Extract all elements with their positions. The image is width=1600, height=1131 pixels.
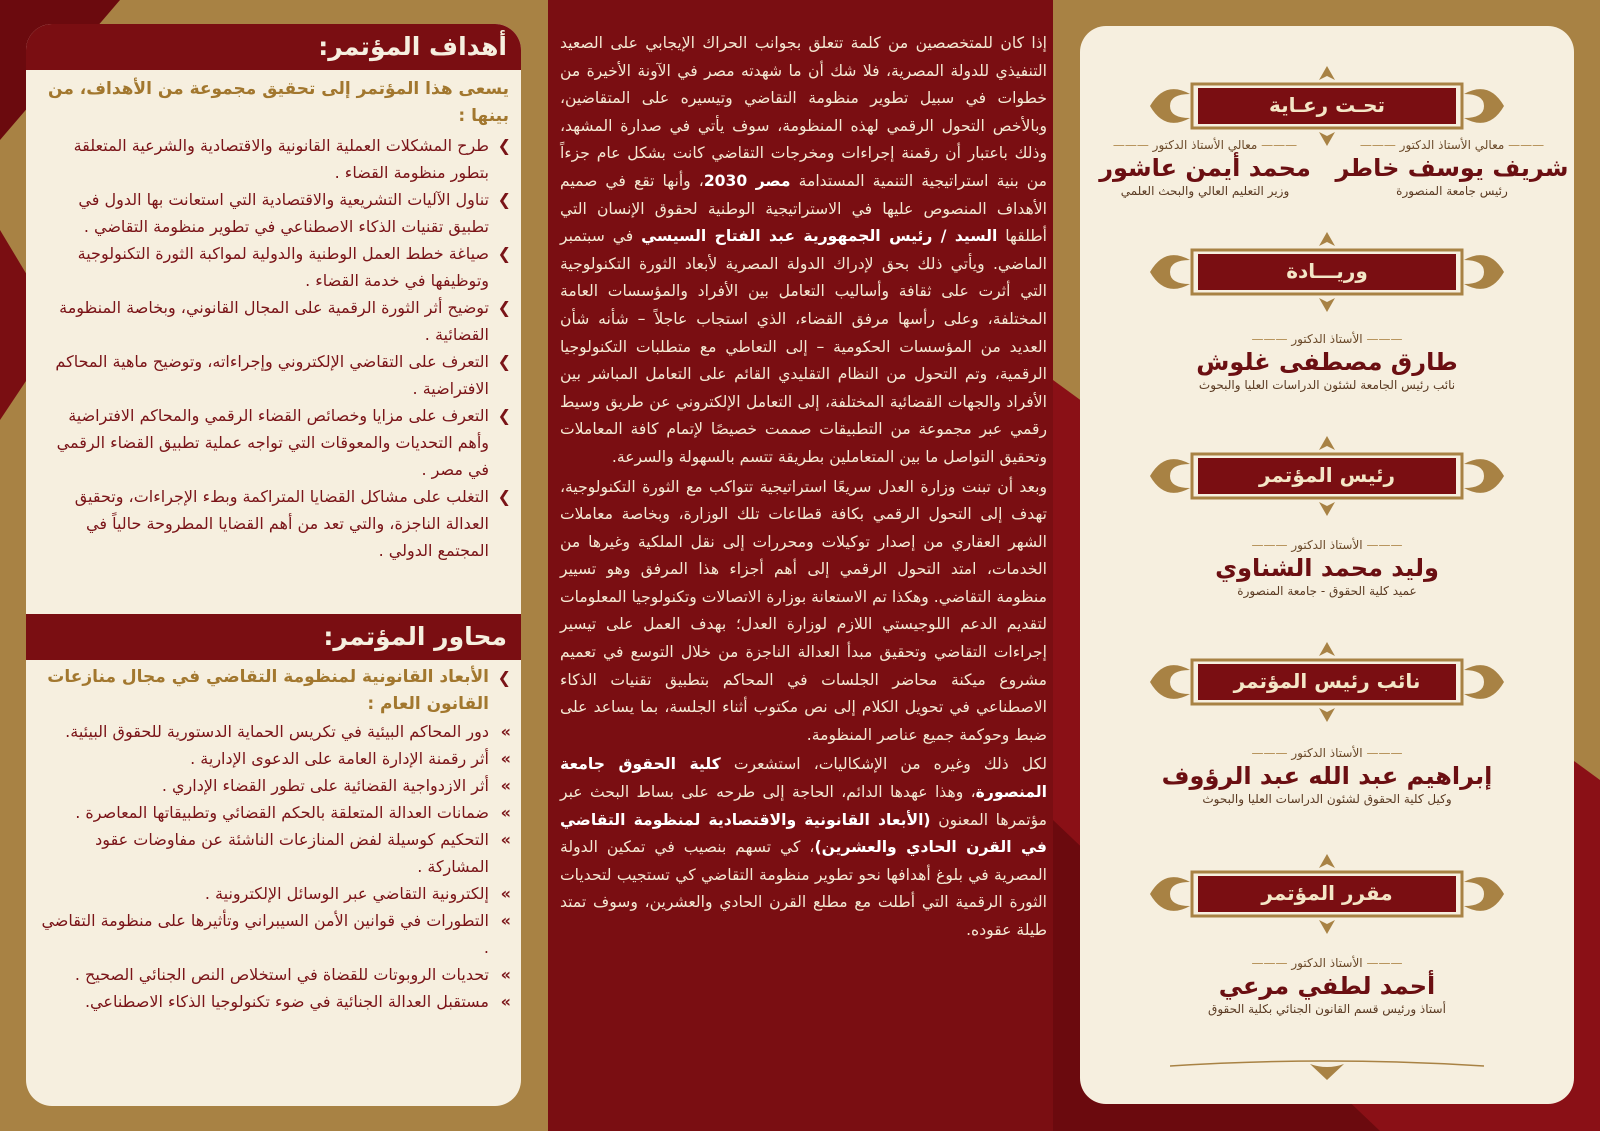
person-role: وزير التعليم العالي والبحث العلمي xyxy=(1120,184,1290,198)
list-item-text: توضيح أثر الثورة الرقمية على المجال القانوني، وبخاصة المنظومة القضائية . xyxy=(59,298,489,344)
list-item-text: أثر الازدواجية القضائية على تطور القضاء الإداري . xyxy=(161,776,489,795)
list-item xyxy=(41,240,511,294)
list-item-text: التعرف على مزايا وخصائص القضاء الرقمي والمحاكم الافتراضية وأهم التحديات والمعوقات التي تواجه عملية تطبيق القضاء الرقمي في مصر . xyxy=(56,406,489,479)
axes-title: محاور المؤتمر: xyxy=(26,614,521,660)
section-title-leadership xyxy=(1080,232,1574,312)
list-item-text: التغلب على مشاكل القضايا المتراكمة وبطء الإجراءات، وتحقيق العدالة الناجزة، والتي تعد من أهم القضايا المطروحة حالياً في المجتمع الدولي . xyxy=(74,487,489,560)
person-role: وكيل كلية الحقوق لشئون الدراسات العليا والبحوث xyxy=(1202,792,1452,806)
list-item xyxy=(41,294,511,348)
list-item-text: طرح المشكلات العملية القانونية والاقتصادية والشرعية المتعلقة بتطور منظومة القضاء . xyxy=(73,136,489,182)
person-rank: ——— الأستاذ الدكتور ——— xyxy=(1080,746,1574,760)
list-item xyxy=(41,718,511,745)
rapporteur xyxy=(1080,956,1574,1016)
list-item-text: تحديات الروبوتات للقضاة في استخلاص النص الجنائي الصحيح . xyxy=(74,965,489,984)
person-name: طارق مصطفى غلوش xyxy=(1196,348,1458,376)
paragraph-text: ، وأنها تقع في صميم الأهداف المنصوص عليها في الاستراتيجية الوطنية لحقوق الإنسان التي أطلقها xyxy=(560,171,1047,246)
section-title-label: نائب رئيس المؤتمر xyxy=(1233,669,1421,693)
paragraph-text: في سبتمبر الماضي. ويأتي ذلك بحق لإدراك الدولة المصرية لأبعاد الثورة التكنولوجية التي أثرت على ثقافة وأساليب التعامل بين الأفراد والمؤسسات العامة المختلفة، وعلى رأسها مرفق القضاء، الذي استجاب عاجلاً – شأنه شأن العديد من المؤسسات الحكومية – إلى التعاطي مع متطلبات التكنولوجيا الرقمية، وتم التحول من النظام التقليدي القائم على التعامل المباشر بين الأفراد والجهات القضائية المختلفة، إلى التعامل الإلكتروني عن طريق وسيط رقمي عبر مجموعة من التطبيقات صممت خصيصًا لإتمام كافة المعاملات وتحقيق التواصل ما بين المتعاملين بطريقة تتسم بالسهولة والسرعة. xyxy=(560,227,1047,466)
list-item-text: صياغة خطط العمل الوطنية والدولية لمواكبة الثورة التكنولوجية وتوظيفها في خدمة القضاء . xyxy=(77,244,489,290)
double-chevron-icon: » xyxy=(500,776,511,795)
section-title-label: تحـت رعـاية xyxy=(1268,93,1386,117)
section-title-vice-chair xyxy=(1080,642,1574,722)
list-item xyxy=(41,348,511,402)
list-item xyxy=(41,907,511,961)
person-rank: ——— الأستاذ الدكتور ——— xyxy=(1080,332,1574,346)
list-item xyxy=(41,186,511,240)
list-item-text: أثر رقمنة الإدارة العامة على الدعوى الإدارية . xyxy=(190,749,489,768)
double-chevron-icon: » xyxy=(500,911,511,930)
person-role: رئيس جامعة المنصورة xyxy=(1396,184,1508,198)
list-item-text: التحكيم كوسيلة لفض المنازعات الناشئة عن مفاوضات عقود المشاركة . xyxy=(95,830,489,876)
chevron-icon: ❯ xyxy=(497,668,511,687)
list-item xyxy=(41,961,511,988)
person-rank: ——— الأستاذ الدكتور ——— xyxy=(1080,956,1574,970)
person-name: أحمد لطفي مرعي xyxy=(1218,972,1436,1000)
chevron-icon: ❯ xyxy=(497,190,511,209)
highlight-text: (الأبعاد القانونية والاقتصادية لمنظومة التقاضي في القرن الحادي والعشرين) xyxy=(560,810,1047,857)
intro-paragraph-1 xyxy=(560,30,1047,472)
list-item xyxy=(41,880,511,907)
vice-chair xyxy=(1080,746,1574,806)
chevron-icon: ❯ xyxy=(497,298,511,317)
bottom-ornament-icon xyxy=(1170,1056,1484,1086)
section-title-rapporteur xyxy=(1080,854,1574,934)
section-title-patronage xyxy=(1080,66,1574,146)
list-item xyxy=(41,132,511,186)
list-item-text: التعرف على التقاضي الإلكتروني وإجراءاته، وتوضيح ماهية المحاكم الافتراضية . xyxy=(55,352,489,398)
right-panel xyxy=(1080,26,1574,1104)
list-item-text: دور المحاكم البيئية في تكريس الحماية الدستورية للحقوق البيئية. xyxy=(65,722,489,741)
person-name: وليد محمد الشناوي xyxy=(1215,554,1439,582)
list-item xyxy=(41,402,511,483)
list-item-text: إلكترونية التقاضي عبر الوسائل الإلكترونية . xyxy=(204,884,489,903)
chevron-icon: ❯ xyxy=(497,352,511,371)
goals-intro: يسعى هذا المؤتمر إلى تحقيق مجموعة من الأهداف، من بينها : xyxy=(48,79,509,126)
patron-2 xyxy=(1080,138,1330,198)
middle-panel xyxy=(548,0,1053,1131)
list-item-text: التطورات في قوانين الأمن السيبراني وتأثيرها على منظومة التقاضي . xyxy=(41,911,489,957)
highlight-text: السيد / رئيس الجمهورية عبد الفتاح السيسي xyxy=(641,227,998,246)
list-item-text: ضمانات العدالة المتعلقة بالحكم القضائي وتطبيقاتها المعاصرة . xyxy=(75,803,489,822)
person-rank: ——— الأستاذ الدكتور ——— xyxy=(1080,538,1574,552)
intro-paragraph-2: وبعد أن تبنت وزارة العدل سريعًا استراتيجية تتواكب مع الثورة التكنولوجية، تهدف إلى التحول الرقمي بكافة قطاعات تلك الوزارة، وبخاصة معاملات الشهر العقاري من إصدار توكيلات ومحررات إلى نقل الملكية وغيرها من الخدمات، امتد التحول الرقمي إلى أهم أجزاء هذا المرفق وهو تسيير منظومة التقاضي. وهكذا تم الاستعانة بوزارة الاتصالات وتكنولوجيا المعلومات لتقديم الدعم اللوجيستي اللازم لوزارة العدل؛ بهدف العمل على تيسير إجراءات التقاضي وتحقيق مبدأ العدالة الناجزة من خلال التوسع في تعميم مشروع ميكنة محاضر الجلسات في المحاكم بتطبيق تقنيات الذكاء الاصطناعي في تحويل الكلام إلى نص مكتوب أثناء الجلسة، بما يساعد على ضبط وحوكمة جميع عناصر المنظومة. xyxy=(560,477,1047,744)
list-item-text: تناول الآليات التشريعية والاقتصادية التي استعانت بها الدول في تطبيق تقنيات الذكاء الاصطناعي في تطوير منظومة التقاضي . xyxy=(78,190,489,236)
person-name: شريف يوسف خاطر xyxy=(1335,154,1569,182)
goals-list xyxy=(41,132,511,564)
double-chevron-icon: » xyxy=(500,965,511,984)
list-item xyxy=(41,745,511,772)
double-chevron-icon: » xyxy=(500,722,511,741)
conference-chair xyxy=(1080,538,1574,598)
section-title-label: رئيس المؤتمر xyxy=(1258,463,1396,487)
list-item-text: الأبعاد القانونية لمنظومة التقاضي في مجال منازعات القانون العام : xyxy=(47,667,489,714)
person-role: نائب رئيس الجامعة لشئون الدراسات العليا والبحوث xyxy=(1198,378,1456,392)
person-rank: ——— معالي الأستاذ الدكتور ——— xyxy=(1080,138,1330,152)
chevron-icon: ❯ xyxy=(497,244,511,263)
list-item xyxy=(41,988,511,1015)
person-name: محمد أيمن عاشور xyxy=(1099,154,1311,182)
list-item-text: مستقبل العدالة الجنائية في ضوء تكنولوجيا الذكاء الاصطناعي. xyxy=(84,992,489,1011)
double-chevron-icon: » xyxy=(500,830,511,849)
chevron-icon: ❯ xyxy=(497,136,511,155)
goals-title: أهداف المؤتمر: xyxy=(26,24,521,70)
list-item xyxy=(41,772,511,799)
person-role: عميد كلية الحقوق - جامعة المنصورة xyxy=(1237,584,1417,598)
double-chevron-icon: » xyxy=(500,803,511,822)
double-chevron-icon: » xyxy=(500,749,511,768)
double-chevron-icon: » xyxy=(500,884,511,903)
list-item xyxy=(41,483,511,564)
person-rank: ——— معالي الأستاذ الدكتور ——— xyxy=(1330,138,1574,152)
patron-1 xyxy=(1330,138,1574,198)
paragraph-text: ، وهذا عهدها الدائم، الحاجة إلى طرحه على بساط البحث عبر مؤتمرها المعنون xyxy=(560,783,1047,829)
chevron-icon: ❯ xyxy=(497,487,511,506)
paragraph-text: إذا كان للمتخصصين من كلمة تتعلق بجوانب الحراك الإيجابي على الصعيد التنفيذي للدولة المصرية، فلا شك أن ما شهدته مصر في الآونة الأخيرة من خطوات في سبيل تطوير منظومة التقاضي وتيسيره على المتقاضين، وبالأخص التحول الرقمي لهذه المنظومة، سوف يأتي في صدارة المشهد، وذلك باعتبار أن رقمنة إجراءات ومخرجات التقاضي كانت بشكل عام جزءاً من بنية استراتيجية التنمية المستدامة xyxy=(560,34,1048,190)
list-item xyxy=(41,664,511,718)
section-title-label: وريـــادة xyxy=(1286,259,1368,283)
paragraph-text: ، كي تسهم بنصيب في تمكين الدولة المصرية في بلوغ أهدافها نحو تطوير منظومة التقاضي كي تستجيب لتحديات الثورة الرقمية التي أطلت مع مطلع القرن الحادي والعشرين، وسوف تمتد طيلة عقوده. xyxy=(560,838,1047,939)
highlight-text: كلية الحقوق جامعة المنصورة xyxy=(560,755,1047,802)
person-name: إبراهيم عبد الله عبد الرؤوف xyxy=(1161,762,1493,790)
double-chevron-icon: » xyxy=(500,992,511,1011)
axes-list xyxy=(41,664,511,1015)
intro-paragraph-3 xyxy=(560,751,1047,944)
highlight-text: مصر 2030 xyxy=(703,171,791,190)
list-item xyxy=(41,826,511,880)
section-title-chair xyxy=(1080,436,1574,516)
list-item xyxy=(41,799,511,826)
section-title-label: مقرر المؤتمر xyxy=(1261,881,1393,905)
person-role: أستاذ ورئيس قسم القانون الجنائي بكلية الحقوق xyxy=(1208,1002,1446,1016)
chevron-icon: ❯ xyxy=(497,406,511,425)
left-panel xyxy=(26,24,521,1106)
leader xyxy=(1080,332,1574,392)
paragraph-text: لكل ذلك وغيره من الإشكاليات، استشعرت xyxy=(733,755,1047,774)
